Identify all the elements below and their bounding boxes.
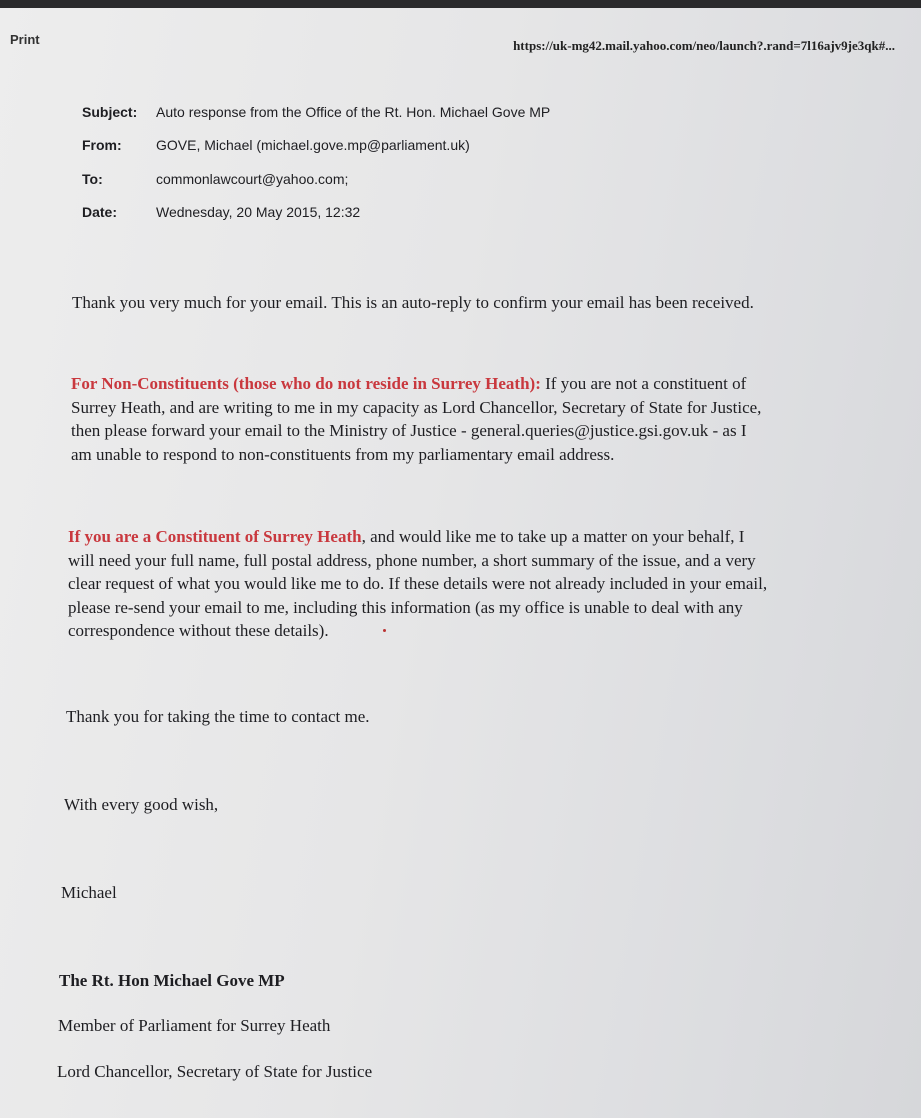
to-row [82, 171, 348, 187]
date-row [82, 204, 360, 220]
stray-mark [383, 629, 386, 632]
text-line: will need your full name, full postal address, phone number, a short summary of the issue, and a very [68, 550, 756, 570]
text-line: , and would like me to take up a matter on your behalf, I [361, 527, 745, 546]
printed-email-page [0, 8, 921, 1118]
text-line: am unable to respond to non-constituents from my parliamentary email address. [71, 444, 615, 464]
constituents-heading: If you are a Constituent of Surrey Heath [68, 527, 362, 546]
from-value: GOVE, Michael (michael.gove.mp@parliament.uk) [156, 137, 470, 153]
text-line: please re-send your email to me, including this information (as my office is unable to deal with any [68, 597, 743, 617]
non-constituents-heading: For Non-Constituents (those who do not reside in Surrey Heath): [71, 374, 541, 393]
to-value: commonlawcourt@yahoo.com; [156, 171, 349, 187]
date-value: Wednesday, 20 May 2015, 12:32 [156, 204, 361, 220]
from-row [82, 137, 470, 153]
signature-name: The Rt. Hon Michael Gove MP [59, 971, 285, 990]
signoff-name: Michael [61, 883, 117, 902]
from-label: From: [82, 137, 122, 153]
non-constituents-paragraph [71, 372, 761, 466]
constituents-paragraph [68, 525, 767, 643]
thanks-line: Thank you for taking the time to contact me. [66, 707, 370, 726]
subject-value: Auto response from the Office of the Rt. Hon. Michael Gove MP [156, 104, 551, 120]
closing-line: With every good wish, [64, 795, 219, 814]
text-line: Surrey Heath, and are writing to me in my capacity as Lord Chancellor, Secretary of State for Justice, [71, 397, 762, 417]
text-line: If you are not a constituent of [545, 374, 747, 393]
signature-role-mp: Member of Parliament for Surrey Heath [58, 1016, 331, 1035]
subject-row [82, 104, 550, 120]
intro-paragraph: Thank you very much for your email. This is an auto-reply to confirm your email has been received. [72, 293, 754, 312]
text-line: clear request of what you would like me to do. If these details were not already included in your email, [68, 574, 768, 593]
to-label: To: [82, 171, 103, 187]
print-label: Print [10, 32, 40, 47]
page-url: https://uk-mg42.mail.yahoo.com/neo/launch?.rand=7l16ajv9je3qk#... [513, 38, 895, 53]
text-line: then please forward your email to the Ministry of Justice - general.queries@justice.gsi.gov.uk - as I [71, 421, 747, 440]
date-label: Date: [82, 204, 118, 220]
signature-role-justice: Lord Chancellor, Secretary of State for Justice [57, 1062, 373, 1081]
subject-label: Subject: [82, 104, 138, 120]
text-line: correspondence without these details). [68, 621, 329, 640]
